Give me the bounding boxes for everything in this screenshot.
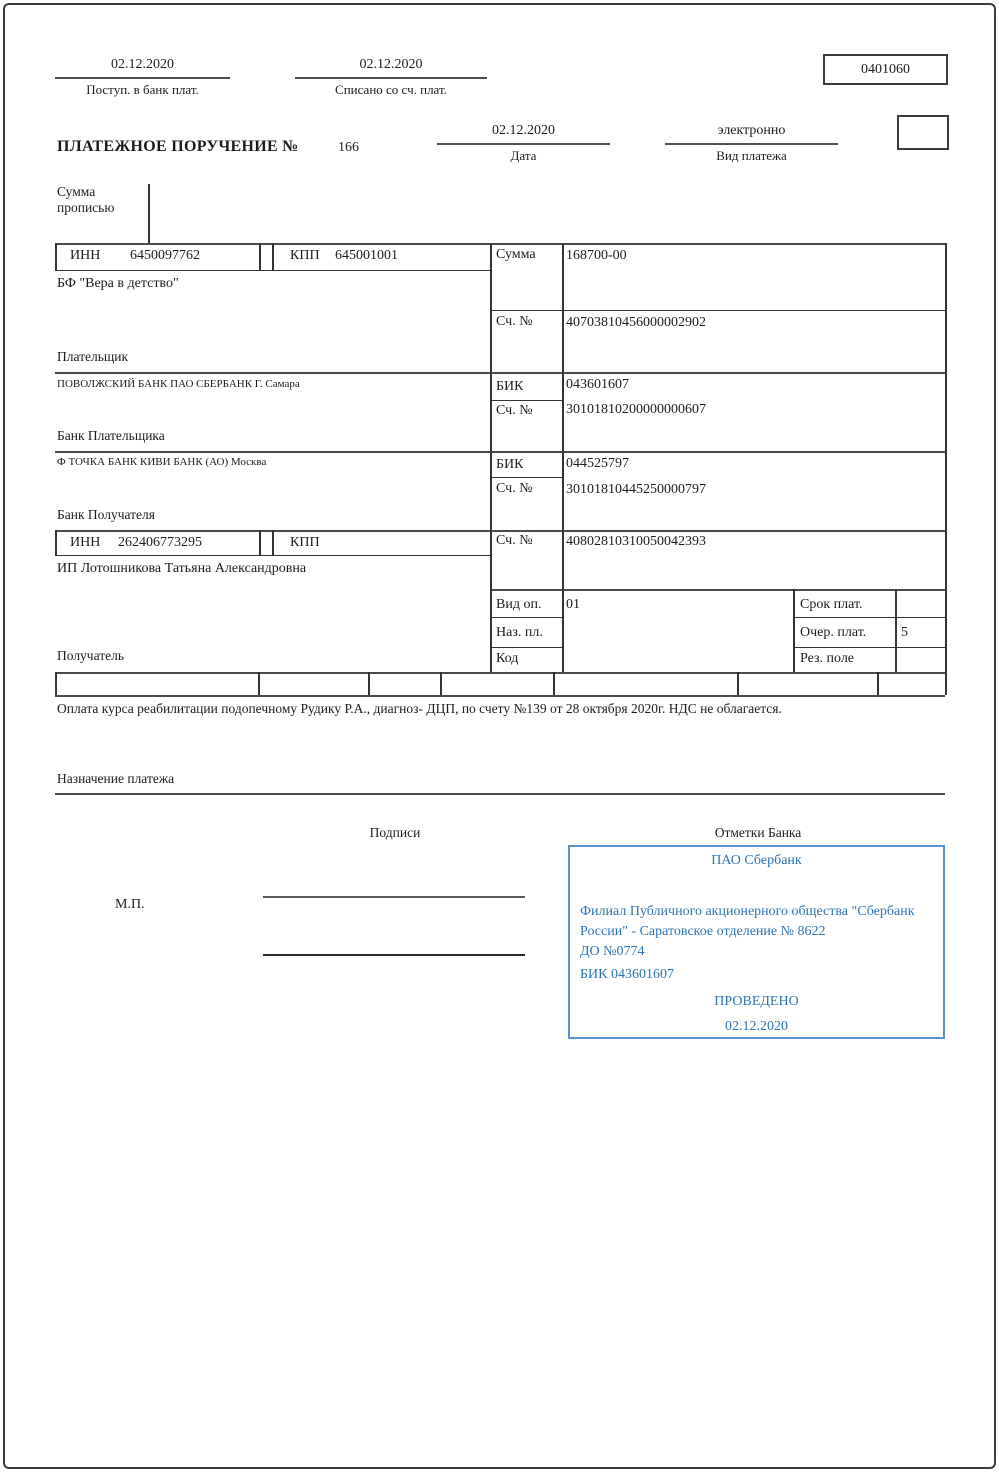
- divider: [55, 451, 945, 453]
- divider: [490, 589, 945, 591]
- divider: [55, 243, 945, 245]
- divider: [490, 617, 562, 618]
- divider: [272, 530, 274, 555]
- payee-inn-value: 262406773295: [118, 535, 202, 550]
- stamp-bank-name: ПАО Сбербанк: [711, 853, 802, 868]
- divider: [737, 672, 739, 695]
- payment-kind-field: [665, 123, 838, 164]
- divider: [55, 243, 57, 270]
- stamp-date: 02.12.2020: [725, 1019, 788, 1034]
- divider: [55, 530, 945, 532]
- doc-date-field: [437, 123, 610, 164]
- divider: [490, 243, 492, 672]
- purpose-section-label: Назначение платежа: [57, 771, 175, 786]
- divider: [490, 647, 562, 648]
- op-kind-label: Вид оп.: [496, 597, 542, 612]
- priority-label: Очер. плат.: [800, 625, 867, 640]
- divider: [877, 672, 879, 695]
- payer-bank-bik-value: 043601607: [566, 377, 629, 392]
- divider: [490, 400, 562, 401]
- doc-date-label: Дата: [510, 148, 537, 163]
- divider: [55, 270, 492, 271]
- stamp-bik: БИК 043601607: [580, 967, 674, 982]
- purpose-code-label: Наз. пл.: [496, 625, 543, 640]
- debited-date-field: [295, 57, 487, 98]
- payer-kpp-value: 645001001: [335, 248, 398, 263]
- form-code-value: 0401060: [861, 61, 910, 77]
- reserve-label: Рез. поле: [800, 651, 855, 666]
- payer-account-label: Сч. №: [496, 314, 533, 329]
- payer-bank-account-value: 30101810200000000607: [566, 402, 706, 417]
- divider: [793, 647, 945, 648]
- payer-bank-bik-label: БИК: [496, 379, 524, 394]
- signature-line: [263, 896, 525, 898]
- divider: [55, 793, 945, 795]
- payer-bank-name: ПОВОЛЖСКИЙ БАНК ПАО СБЕРБАНК Г. Самара: [57, 378, 300, 390]
- payment-kind-label: Вид платежа: [716, 148, 787, 163]
- code-label: Код: [496, 651, 519, 666]
- bank-stamp: [568, 845, 945, 1039]
- page-border: [3, 3, 996, 1469]
- payee-kpp-label: КПП: [290, 535, 320, 550]
- divider: [490, 310, 945, 311]
- payee-account-value: 40802810310050042393: [566, 534, 706, 549]
- payee-bank-account-value: 30101810445250000797: [566, 482, 706, 497]
- debited-date-label: Списано со сч. плат.: [335, 82, 447, 97]
- payer-inn-label: ИНН: [70, 248, 101, 263]
- signature-line: [263, 954, 525, 956]
- form-code-box: [823, 54, 948, 85]
- divider: [55, 372, 945, 374]
- amount-words-label: Сумма прописью: [57, 184, 115, 216]
- received-date-label: Поступ. в банк плат.: [86, 82, 199, 97]
- debited-date-value: 02.12.2020: [295, 57, 487, 79]
- divider: [368, 672, 370, 695]
- payer-bank-account-label: Сч. №: [496, 403, 533, 418]
- seal-label: М.П.: [115, 897, 145, 912]
- signatures-label: Подписи: [369, 825, 421, 840]
- divider: [793, 617, 945, 618]
- payer-section-label: Плательщик: [57, 349, 129, 364]
- payer-kpp-label: КПП: [290, 248, 320, 263]
- amount-label: Сумма: [496, 247, 536, 262]
- op-kind-value: 01: [566, 597, 580, 612]
- divider: [440, 672, 442, 695]
- received-date-value: 02.12.2020: [55, 57, 230, 79]
- divider: [553, 672, 555, 695]
- bank-marks-label: Отметки Банка: [714, 825, 802, 840]
- payee-bank-account-label: Сч. №: [496, 481, 533, 496]
- divider: [55, 672, 945, 674]
- payer-inn-value: 6450097762: [130, 248, 200, 263]
- priority-value: 5: [901, 625, 908, 640]
- divider: [259, 243, 261, 270]
- divider: [55, 695, 945, 697]
- payer-account-value: 40703810456000002902: [566, 315, 706, 330]
- divider: [148, 184, 150, 243]
- divider: [55, 530, 57, 555]
- payer-name: БФ "Вера в детство": [57, 276, 179, 291]
- divider: [55, 555, 492, 556]
- divider: [272, 243, 274, 270]
- payee-inn-label: ИНН: [70, 535, 101, 550]
- stamp-status: ПРОВЕДЕНО: [714, 994, 799, 1009]
- divider: [258, 672, 260, 695]
- payee-bank-bik-value: 044525797: [566, 456, 629, 471]
- purpose-text: Оплата курса реабилитации подопечному Рудику Р.А., диагноз- ДЦП, по счету №139 от 28 октября 2020г. НДС не облагается.: [57, 701, 782, 716]
- divider: [945, 243, 947, 695]
- divider: [562, 243, 564, 672]
- payee-section-label: Получатель: [57, 648, 125, 663]
- doc-date-value: 02.12.2020: [437, 123, 610, 145]
- payee-name: ИП Лотошникова Татьяна Александровна: [57, 561, 307, 576]
- payer-bank-section-label: Банк Плательщика: [57, 428, 165, 443]
- doc-number: 166: [338, 140, 359, 155]
- divider: [55, 672, 57, 695]
- payment-kind-value: электронно: [665, 123, 838, 145]
- divider: [793, 589, 795, 672]
- stamp-office: ДО №0774: [580, 944, 645, 959]
- payee-bank-bik-label: БИК: [496, 457, 524, 472]
- divider: [490, 477, 562, 478]
- payee-bank-section-label: Банк Получателя: [57, 507, 155, 522]
- due-date-label: Срок плат.: [800, 597, 863, 612]
- divider: [259, 530, 261, 555]
- payee-bank-name: Ф ТОЧКА БАНК КИВИ БАНК (АО) Москва: [57, 456, 267, 468]
- amount-value: 168700-00: [566, 248, 627, 263]
- priority-corner-box: [897, 115, 949, 150]
- divider: [895, 589, 897, 672]
- payee-account-label: Сч. №: [496, 533, 533, 548]
- stamp-branch: Филиал Публичного акционерного общества "Сбербанк России" - Саратовское отделение № 8622: [580, 904, 915, 940]
- doc-title: ПЛАТЕЖНОЕ ПОРУЧЕНИЕ №: [57, 138, 299, 155]
- received-date-field: [55, 57, 230, 98]
